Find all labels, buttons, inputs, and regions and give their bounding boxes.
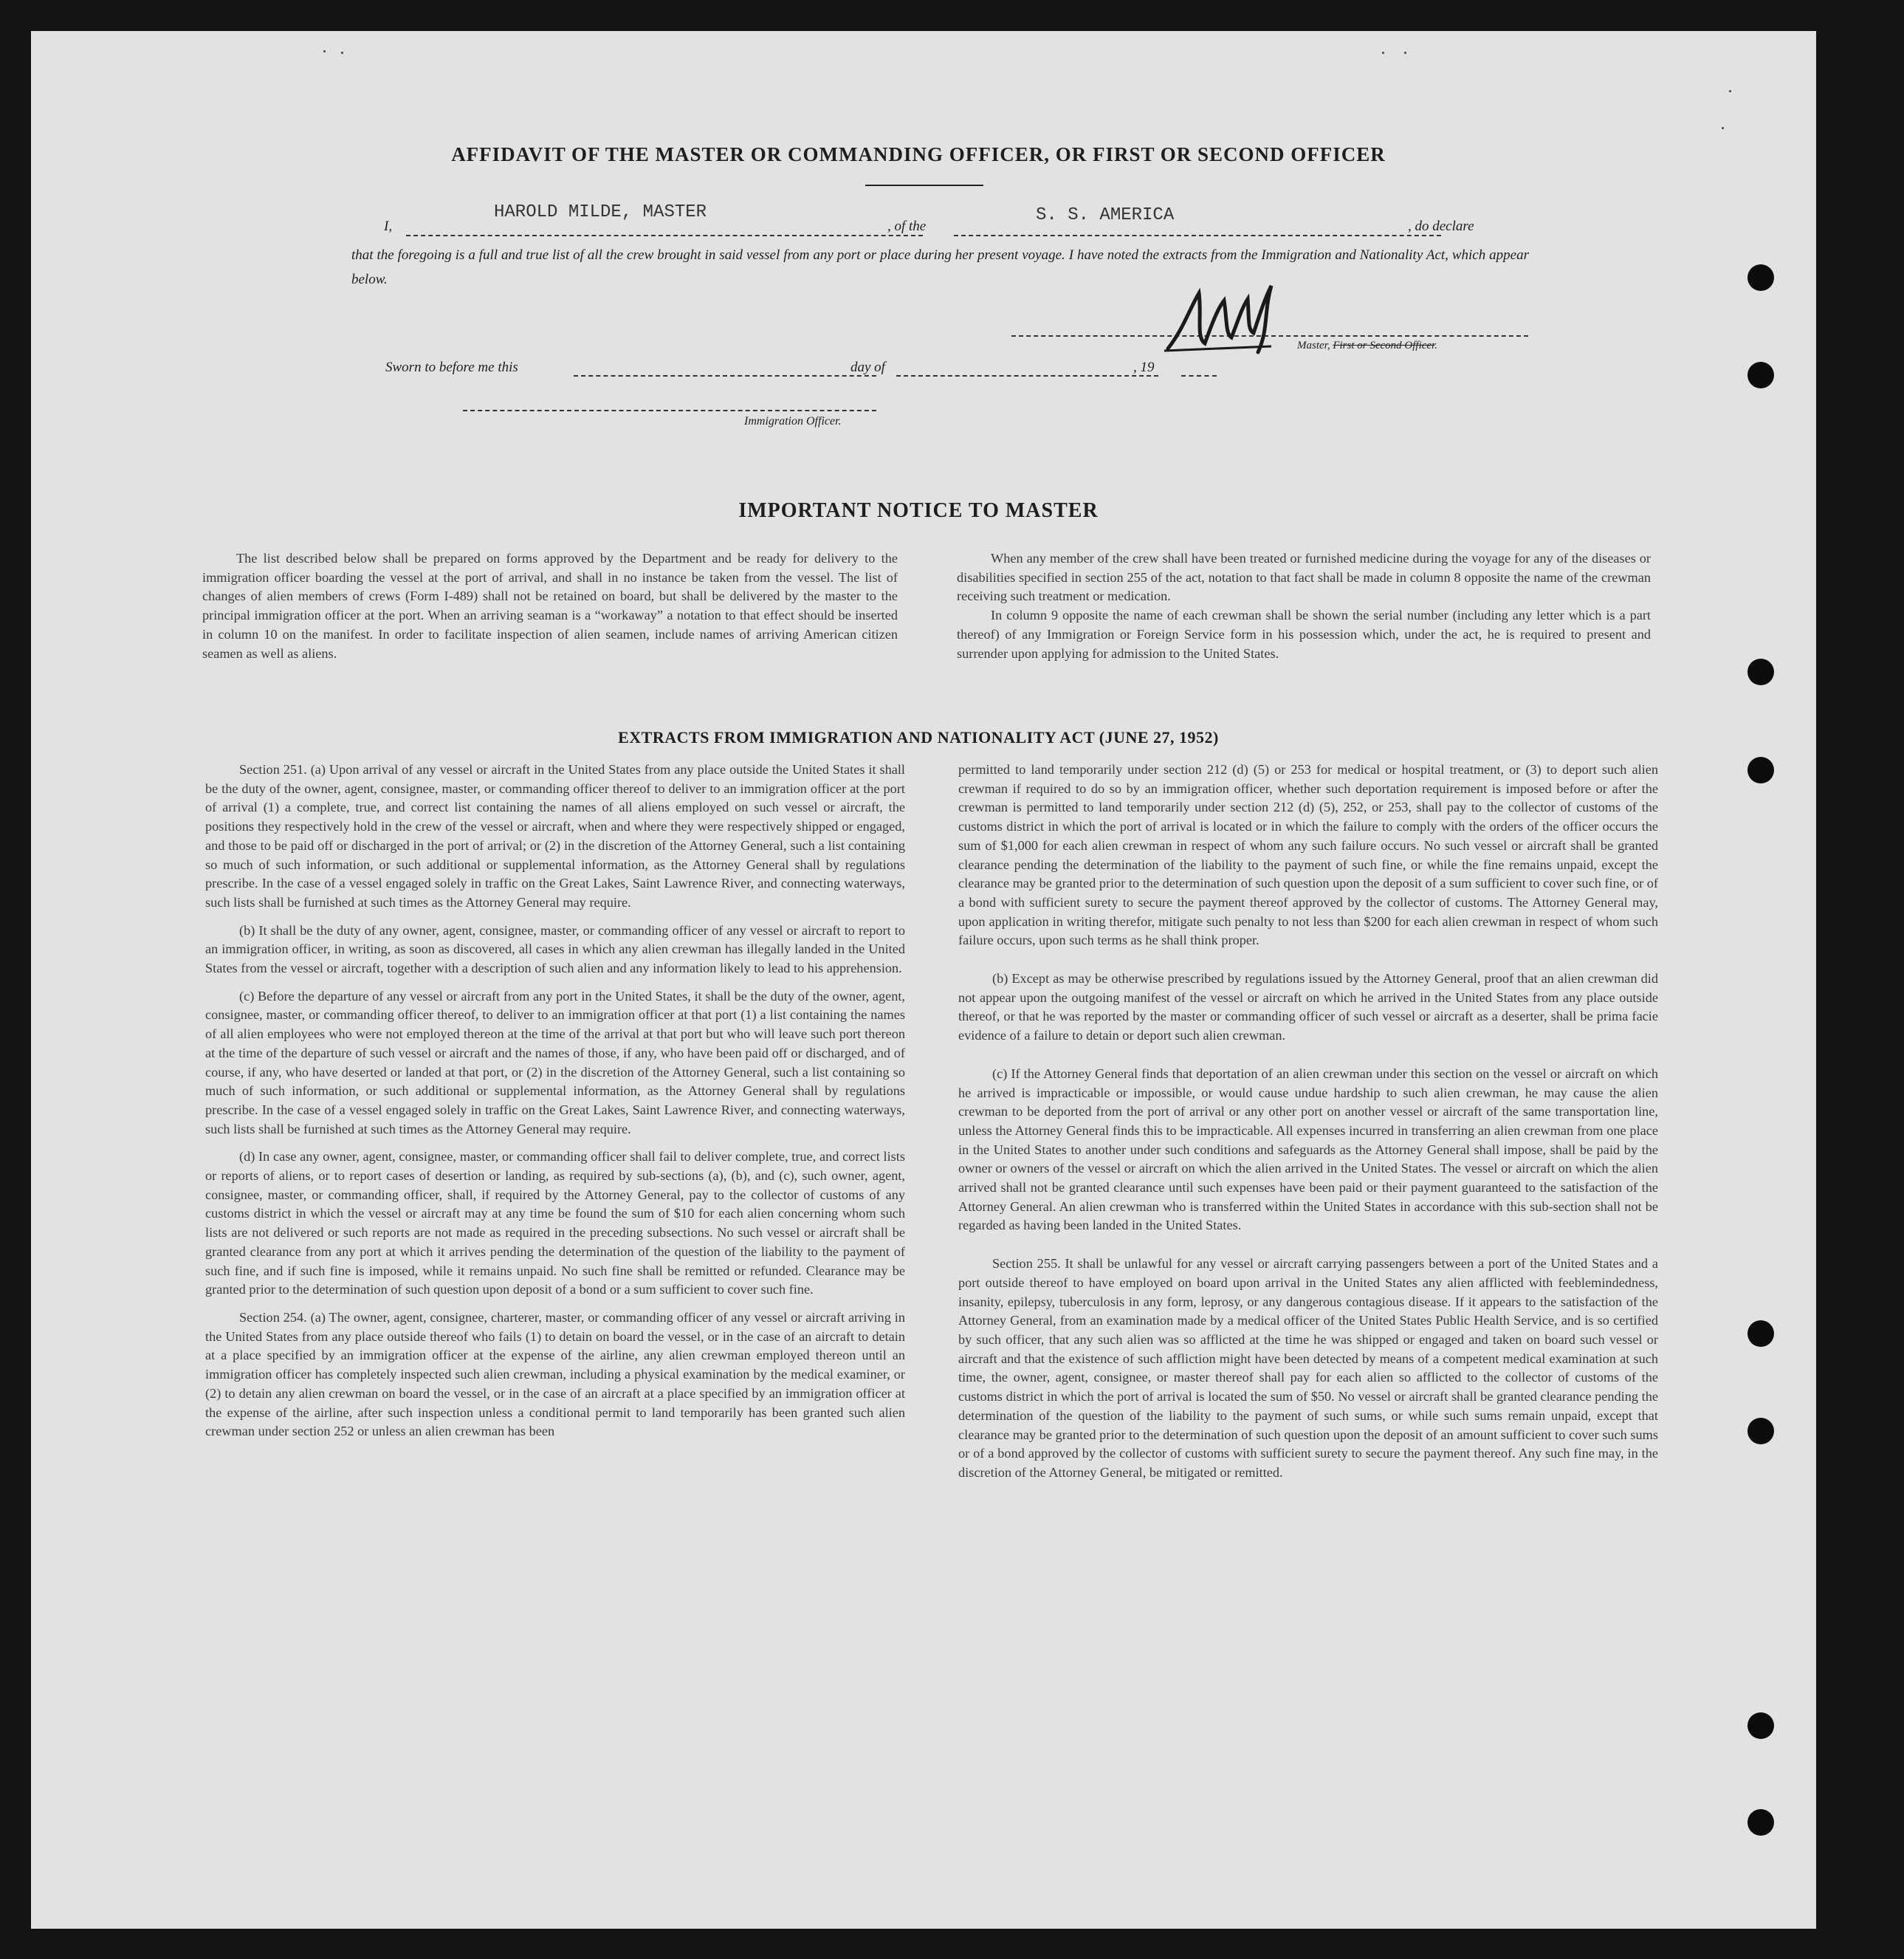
- i-label: I,: [384, 219, 393, 234]
- punch-hole: [1747, 659, 1774, 685]
- sworn-label: Sworn to before me this: [385, 360, 518, 375]
- officer-signature-line: [463, 410, 876, 411]
- document-page: [31, 31, 1816, 1929]
- scan-speck: [1722, 127, 1724, 129]
- extract-paragraph: Section 254. (a) The owner, agent, consignee, charterer, master, or commanding officer of any vessel or aircraft arriving in the United States from any place outside thereof who fails (1) to detain on board the vessel, or in the case of an aircraft to detain at a place specified by an immigration officer at the expense of the airline, any alien crewman employed thereon until an immigration officer has completely inspected such alien crewman, including a physical examination by the medical examiner, or (2) to detain any alien crewman on board the vessel, or in the case of an aircraft at a place specified by an immigration officer at the expense of the airline, after such inspection unless a conditional permit to land temporarily has been granted such alien crewman under section 252 or unless an alien crewman has been: [205, 1309, 905, 1439]
- year-line: [1181, 375, 1217, 377]
- caption-struck-officer: First or Second Officer: [1333, 340, 1435, 351]
- notice-right-column: [957, 549, 1651, 663]
- notice-title: IMPORTANT NOTICE TO MASTER: [738, 499, 1099, 522]
- scan-speck: [341, 52, 343, 54]
- signature-mark: [1161, 278, 1308, 360]
- extract-paragraph: (c) Before the departure of any vessel or aircraft from any port in the United States, it shall be the duty of the owner, agent, consignee, master, or commanding officer thereof, to deliver to an immigration officer at that port (1) a list containing the names of all alien employees who were not employed thereon at the time of the arrival at that port but who will leave such port thereon at the time of the departure of such vessel or aircraft and the names of those, if any, who have been paid off or discharged, and of course, if any, who have deserted or landed at that port, or (2) in the discretion of the Attorney General, such a list containing so much of such information, or such additional or supplemental information, as the Attorney General shall by regulations prescribe. In the case of a vessel engaged solely in traffic on the Great Lakes, Saint Lawrence River, and connecting waterways, such lists shall be furnished at such times as the Attorney General may require.: [205, 988, 905, 1136]
- extract-paragraph: Section 255. It shall be unlawful for any vessel or aircraft carrying passengers between a port of the United States and a port outside thereof to have employed on board upon arrival in the United States any alien afflicted with feeblemindedness, insanity, epilepsy, tuberculosis in any form, leprosy, or any dangerous contagious disease. If it appears to the satisfaction of the Attorney General, from an examination made by a medical officer of the United States Public Health Service, and is so certified by such officer, that any such alien was so afflicted at the time he was shipped or engaged and taken on board such vessel or aircraft and that the existence of such affliction might have been detected by means of a competent medical examination at such time, the owner, agent, consignee, or master thereof shall pay for each alien so afflicted to the collector of customs of the customs district in which the port of arrival is located the sum of $50. No vessel or aircraft shall be granted clearance pending the determination of the question of the liability to the payment of such sums, or while such sums remain unpaid, except that clearance may be granted prior to the determination of such question upon the deposit of an amount sufficient to cover such sums or of a bond approved by the collector of customs with sufficient surety to secure the payment thereof. Any such fine may, in the discretion of the Attorney General, be mitigated or remitted.: [958, 1256, 1658, 1480]
- scan-speck: [323, 50, 326, 52]
- sworn-month-line: [896, 375, 1158, 377]
- vessel-line: [954, 235, 1441, 236]
- extract-paragraph: (d) In case any owner, agent, consignee, master, or commanding officer shall fail to deliver complete, true, and correct lists or reports of aliens, or to report cases of desertion or landing, as required by sub-sections (a), (b), and (c), such owner, agent, consignee, master, or commanding officer, shall, if required by the Attorney General, pay to the collector of customs of any customs district in which the vessel or aircraft may at any time be found the sum of $10 for each alien concerning whom such lists are not delivered or such reports are not made as required in the preceding subsections. No such vessel or aircraft shall be granted clearance from any port at which it arrives pending the determination of the question of the liability to the payment of such fine, and if such fine is imposed, while it remains unpaid. No such fine shall be remitted or refunded. Clearance may be granted prior to the determination of such question upon deposit of a bond or a sum sufficient to cover such fine.: [205, 1149, 905, 1297]
- year-label: , 19: [1133, 360, 1155, 375]
- punch-hole: [1747, 264, 1774, 291]
- sworn-day-line: [574, 375, 876, 377]
- extract-paragraph: (b) Except as may be otherwise prescribed by regulations issued by the Attorney General, proof that an alien crewman did not appear upon the outgoing manifest of the vessel or aircraft on which he arrived in the United States from any place outside thereof, or that he was reported by the master or commanding officer of such vessel or aircraft as a deserter, shall be prima facie evidence of a failure to detain or deport such alien crewman.: [958, 971, 1658, 1043]
- immigration-officer-caption: Immigration Officer.: [744, 415, 842, 428]
- extracts-right-column: [958, 761, 1658, 1492]
- of-the-label: , of the: [887, 219, 927, 234]
- extract-paragraph: Section 251. (a) Upon arrival of any vessel or aircraft in the United States from any place outside the United States it shall be the duty of the owner, agent, consignee, master, or commanding officer thereof to deliver to an immigration officer at the port of arrival (1) a complete, true, and correct list containing the names of all aliens employed on such vessel or aircraft, the positions they respectively hold in the crew of the vessel or aircraft, when and where they were respectively shipped or engaged, and those to be paid off or discharged in the port of arrival; or (2) in the discretion of the Attorney General, such a list containing so much of such information, or such additional or supplemental information, as the Attorney General shall by regulations prescribe. In the case of a vessel engaged solely in traffic on the Great Lakes, Saint Lawrence River, and connecting waterways, such lists shall be furnished at such times as the Attorney General may require.: [205, 762, 905, 910]
- day-of-label: day of: [850, 360, 885, 375]
- vessel-name: S. S. AMERICA: [1036, 205, 1175, 225]
- title-underline: [865, 185, 983, 186]
- notice-right-paragraph-1: When any member of the crew shall have been treated or furnished medicine during the voyage for any of the diseases or disabilities specified in section 255 of the act, notation to that fact shall be made in column 8 opposite the name of the crewman receiving such treatment or medication.: [957, 551, 1651, 604]
- extract-paragraph: permitted to land temporarily under section 212 (d) (5) or 253 for medical or hospital treatment, or (3) to deport such alien crewman if required to do so by an immigration officer, whether such deportation requirement is imposed before or after the crewman is permitted to land temporarily under section 212 (d) (5), 252, or 253, shall pay to the collector of customs of the customs district in which the port of arrival is located or in which the failure to comply with the orders of the officer occurs the sum of $1,000 for each alien crewman in respect of whom any such failure occurs. No such vessel or aircraft shall be granted clearance pending the determination of the liability to the payment of such fine, or while the fine remains unpaid, except the clearance may be granted prior to the determination of such question upon the deposit of a sum sufficient to cover such fine, or of a bond with sufficient surety to secure the payment thereof approved by the collector of customs. The Attorney General may, upon application in writing therefor, mitigate such penalty to not less than $200 for each alien crewman in respect of whom such failure occurs, upon such terms as he shall think proper.: [958, 762, 1658, 948]
- punch-hole: [1747, 1320, 1774, 1347]
- scan-speck: [1382, 52, 1384, 54]
- punch-hole: [1747, 362, 1774, 388]
- name-line: [406, 235, 923, 236]
- do-declare-label: , do declare: [1408, 219, 1474, 234]
- caption-end: .: [1434, 340, 1437, 351]
- punch-hole: [1747, 757, 1774, 783]
- extract-paragraph: (c) If the Attorney General finds that deportation of an alien crewman under this section on the vessel or aircraft on which he arrived is impracticable or impossible, or would cause undue hardship to such alien crewman, he may cause the alien crewman to be deported from the port of arrival or any other port on another vessel or aircraft of the same transportation line, unless the Attorney General finds this to be impracticable. All expenses incurred in transferring an alien crewman from one place in the United States to another under such conditions and safeguards as the Attorney General shall impose, shall be paid by the owner or owners of the vessel or aircraft on which the alien arrived in the United States. The vessel or aircraft on which the alien arrived shall not be granted clearance until such expenses have been paid or their payment guaranteed to the satisfaction of the Attorney General. An alien crewman who is transferred within the United States in accordance with this sub-section shall not be regarded as having been landed in the United States.: [958, 1066, 1658, 1233]
- extract-paragraph: (b) It shall be the duty of any owner, agent, consignee, master, or commanding officer of any vessel or aircraft to report to an immigration officer, in writing, as soon as discovered, all cases in which any alien crewman has illegally landed in the United States from the vessel or aircraft, together with a description of such alien and any information likely to lead to his apprehension.: [205, 922, 905, 976]
- notice-left-column: [202, 549, 898, 663]
- notice-right-paragraph-2: In column 9 opposite the name of each crewman shall be shown the serial number (including any letter which is a part thereof) of any Immigration or Foreign Service form in his possession which, under the act, he is required to present and surrender upon applying for admission to the United States.: [957, 608, 1651, 661]
- extracts-left-column: [205, 761, 905, 1450]
- caption-master: Master,: [1297, 340, 1330, 351]
- scan-speck: [1404, 52, 1406, 54]
- signature-caption: [1297, 340, 1437, 352]
- affidavit-title: AFFIDAVIT OF THE MASTER OR COMMANDING OFFICER, OR FIRST OR SECOND OFFICER: [451, 143, 1386, 165]
- punch-hole: [1747, 1712, 1774, 1739]
- scan-speck: [1729, 90, 1731, 92]
- declaration-text: that the foregoing is a full and true list of all the crew brought in said vessel from any port or place during her present voyage. I have noted the extracts from the Immigration and Nationality Act, which appear below.: [351, 247, 1529, 287]
- extracts-title: EXTRACTS FROM IMMIGRATION AND NATIONALITY ACT (JUNE 27, 1952): [618, 728, 1219, 747]
- punch-hole: [1747, 1809, 1774, 1836]
- master-name: HAROLD MILDE, MASTER: [494, 202, 707, 222]
- punch-hole: [1747, 1418, 1774, 1444]
- notice-left-paragraph: The list described below shall be prepared on forms approved by the Department and be ready for delivery to the immigration officer boarding the vessel at the port of arrival, and shall in no instance be taken from the vessel. The list of changes of alien members of crews (Form I-489) shall not be retained on board, but shall be delivered by the master to the principal immigration officer at the port. When an arriving seaman is a “workaway” a notation to that effect should be inserted in column 10 on the manifest. In order to facilitate inspection of alien seamen, include names of arriving American citizen seamen as well as aliens.: [202, 551, 898, 661]
